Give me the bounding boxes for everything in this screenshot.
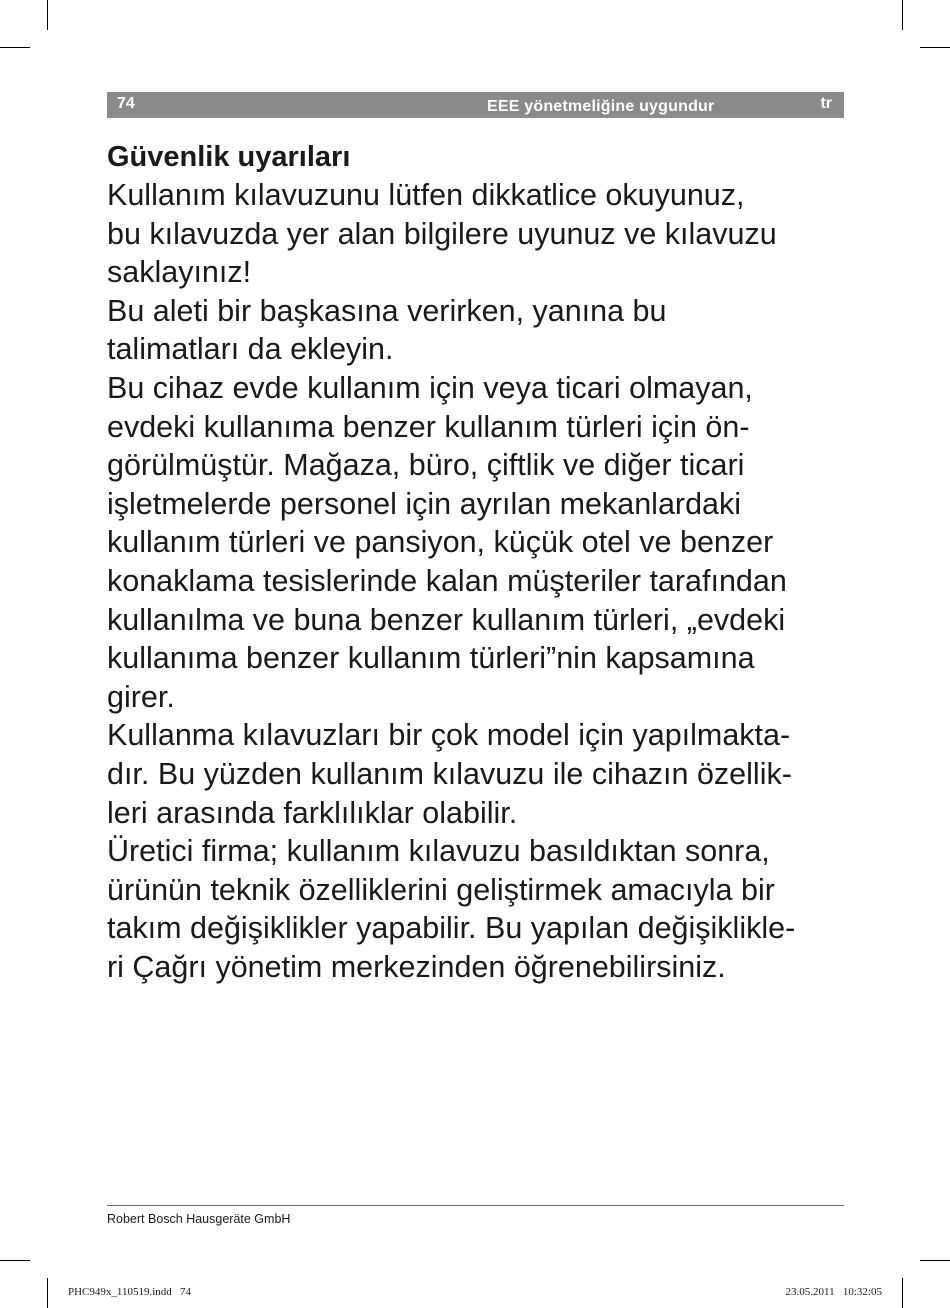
crop-mark-top-left-horizontal xyxy=(0,47,30,48)
footer-divider xyxy=(107,1205,844,1206)
paragraph-4: Kullanma kılavuzları bir çok model için yapılmakta- dır. Bu yüzden kullanım kılavuzu ile cihazın özellik- leri arasında farklılıklar olabilir. xyxy=(107,718,792,830)
paragraph-2: Bu aleti bir başkasına verirken, yanına bu talimatları da ekleyin. xyxy=(107,293,667,367)
crop-mark-bottom-left-horizontal xyxy=(0,1260,30,1261)
paragraph-5: Üretici firma; kullanım kılavuzu basıldıktan sonra, ürünün teknik özelliklerini geliştirmek amacıyla bir takım değişiklikler yapabilir. Bu yapılan değişiklikle- ri Çağrı yönetim merkezinden öğrenebilirsiniz. xyxy=(107,834,796,984)
crop-mark-bottom-left-vertical xyxy=(47,1278,48,1308)
crop-mark-top-right-horizontal xyxy=(920,47,950,48)
section-title: EEE yönetmeliğine uygundur xyxy=(487,98,715,115)
crop-mark-bottom-right-vertical xyxy=(902,1278,903,1308)
crop-mark-top-right-vertical xyxy=(902,0,903,30)
crop-mark-bottom-right-horizontal xyxy=(920,1260,950,1261)
language-code: tr xyxy=(820,95,832,112)
page-number: 74 xyxy=(117,95,135,112)
page-heading: Güvenlik uyarıları xyxy=(107,141,351,173)
crop-mark-top-left-vertical xyxy=(47,0,48,30)
slug-datetime: 23.05.2011 10:32:05 xyxy=(785,1286,882,1298)
slug-file-info: PHC949x_110519.indd 74 xyxy=(68,1286,192,1298)
header-bar xyxy=(107,92,844,118)
paragraph-3: Bu cihaz evde kullanım için veya ticari olmayan, evdeki kullanıma benzer kullanım türleri için ön- görülmüştür. Mağaza, büro, çiftlik ve diğer ticari işletmelerde personel için ayrılan mekanlardaki kullanım türleri ve pansiyon, küçük otel ve benzer konaklama tesislerinde kalan müşteriler tarafından kullanılma ve buna benzer kullanım türleri, „evdeki kullanıma benzer kullanım türleri”nin kapsamına girer. xyxy=(107,370,787,714)
footer-company: Robert Bosch Hausgeräte GmbH xyxy=(107,1212,291,1226)
main-content xyxy=(107,138,847,986)
paragraph-1: Kullanım kılavuzunu lütfen dikkatlice okuyunuz, bu kılavuzda yer alan bilgilere uyunuz ve kılavuzu saklayınız! xyxy=(107,178,777,290)
